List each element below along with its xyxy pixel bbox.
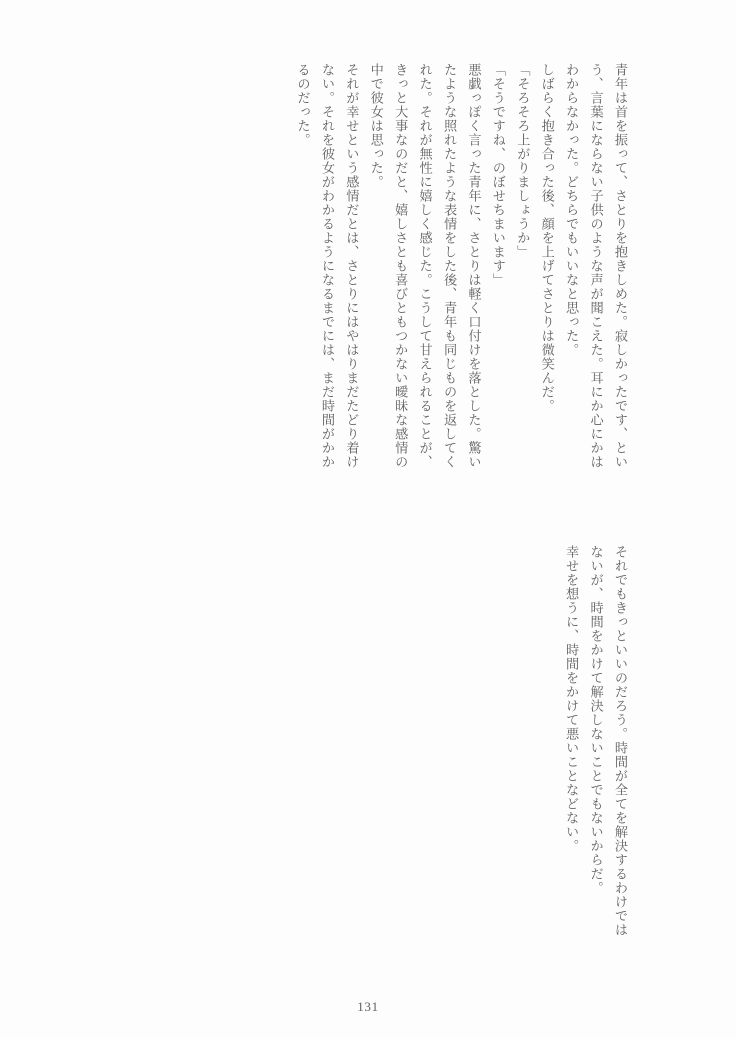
paragraph: それでもきっといいのだろう。時間が全てを解決するわけではないが、時間をかけて解決しないことでもないからだ。	[587, 545, 627, 937]
paragraph: 幸せを想うに、時間をかけて悪いことなどない。	[563, 545, 579, 853]
secondary-text-block	[558, 545, 631, 945]
main-text-block	[289, 63, 631, 473]
paragraph: それが幸せという感情だとは、さとりにはやはりまだたどり着けない。それを彼女がわかるようになるまでには、まだ時間がかかるのだった。	[294, 63, 359, 469]
paragraph: 「そろそろ上がりましょうか」	[514, 63, 530, 259]
paragraph: 「そうですね、のぼせちまいます」	[489, 63, 505, 287]
paragraph: 悪戯っぽく言った青年に、さとりは軽く口付けを落とした。驚いたような照れたような表情をした後、青年も同じものを返してくれた。それが無性に嬉しく感じた。こうして甘えられることが、きっと大事なのだと、嬉しさとも喜びともつかない曖昧な感情の中で彼女は思った。	[367, 63, 481, 469]
page-number: 131	[357, 999, 379, 1014]
paragraph: しばらく抱き合った後、顔を上げてさとりは微笑んだ。	[538, 63, 554, 413]
paragraph: 青年は首を振って、さとりを抱きしめた。寂しかったです、という、言葉にならない子供のような声が聞こえた。耳にか心にかはわからなかった。どちらでもいいなと思った。	[563, 63, 627, 469]
